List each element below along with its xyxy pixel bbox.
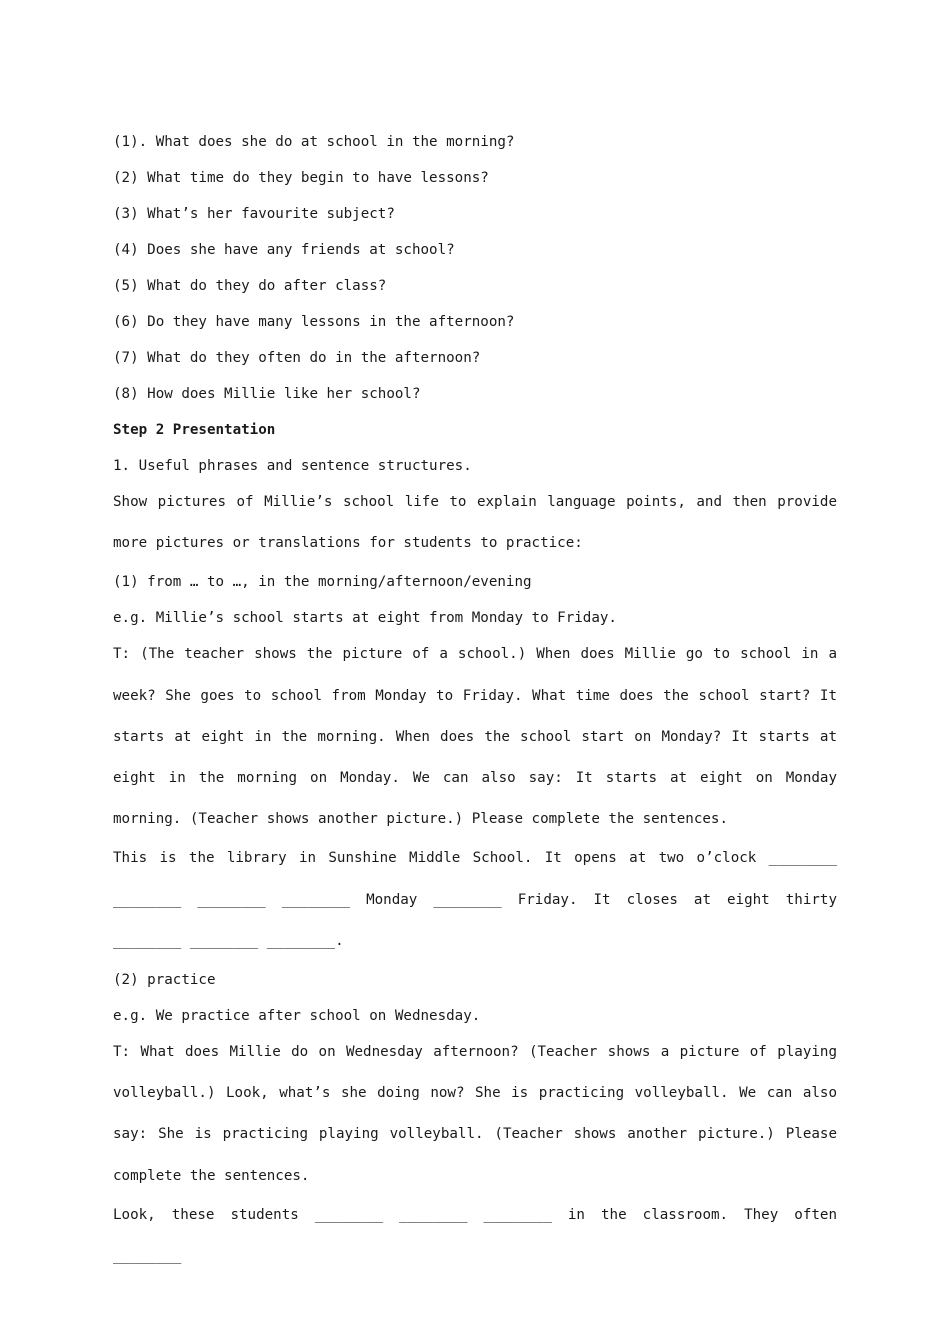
example-2: e.g. We practice after school on Wednesday. [113,1008,481,1025]
exercise-1: This is the library in Sunshine Middle School. It opens at two o’clock ________ ________ ________ ________ Monday ________ Friday. It closes at eight thirty ________ ________ ________. [113,850,837,949]
step2-heading: Step 2 Presentation [113,422,276,438]
exercise-2: Look, these students ________ ________ ________ in the classroom. They often ________ [113,1206,837,1265]
phrase-2: (2) practice [113,972,216,989]
question-2: (2) What time do they begin to have lessons? [113,170,489,186]
question-5: (5) What do they do after class? [113,278,387,294]
document-page [113,124,837,1277]
question-3: (3) What’s her favourite subject? [113,206,395,222]
phrase-1: (1) from … to …, in the morning/afternoon/evening [113,574,532,591]
teacher-dialogue-2: T: What does Millie do on Wednesday afternoon? (Teacher shows a picture of playing volleyball.) Look, what’s she doing now? She is practicing volleyball. We can also say: She is practicing playing volleyball. (Teacher shows another picture.) Please complete the sentences. [113,1044,837,1184]
question-8: (8) How does Millie like her school? [113,386,421,402]
question-7: (7) What do they often do in the afternoon? [113,350,481,366]
question-1: (1). What does she do at school in the morning? [113,134,515,150]
item1-title: 1. Useful phrases and sentence structures. [113,458,472,474]
intro-paragraph: Show pictures of Millie’s school life to explain language points, and then provide more pictures or translations for students to practice: [113,494,837,552]
question-6: (6) Do they have many lessons in the afternoon? [113,314,515,330]
question-4: (4) Does she have any friends at school? [113,242,455,258]
teacher-dialogue-1: T: (The teacher shows the picture of a school.) When does Millie go to school in a week? She goes to school from Monday to Friday. What time does the school start? It starts at eight in the morning. When does the school start on Monday? It starts at eight in the morning on Monday. We can also say: It starts at eight on Monday morning. (Teacher shows another picture.) Please complete the sentences. [113,646,837,828]
example-1: e.g. Millie’s school starts at eight from Monday to Friday. [113,610,617,627]
